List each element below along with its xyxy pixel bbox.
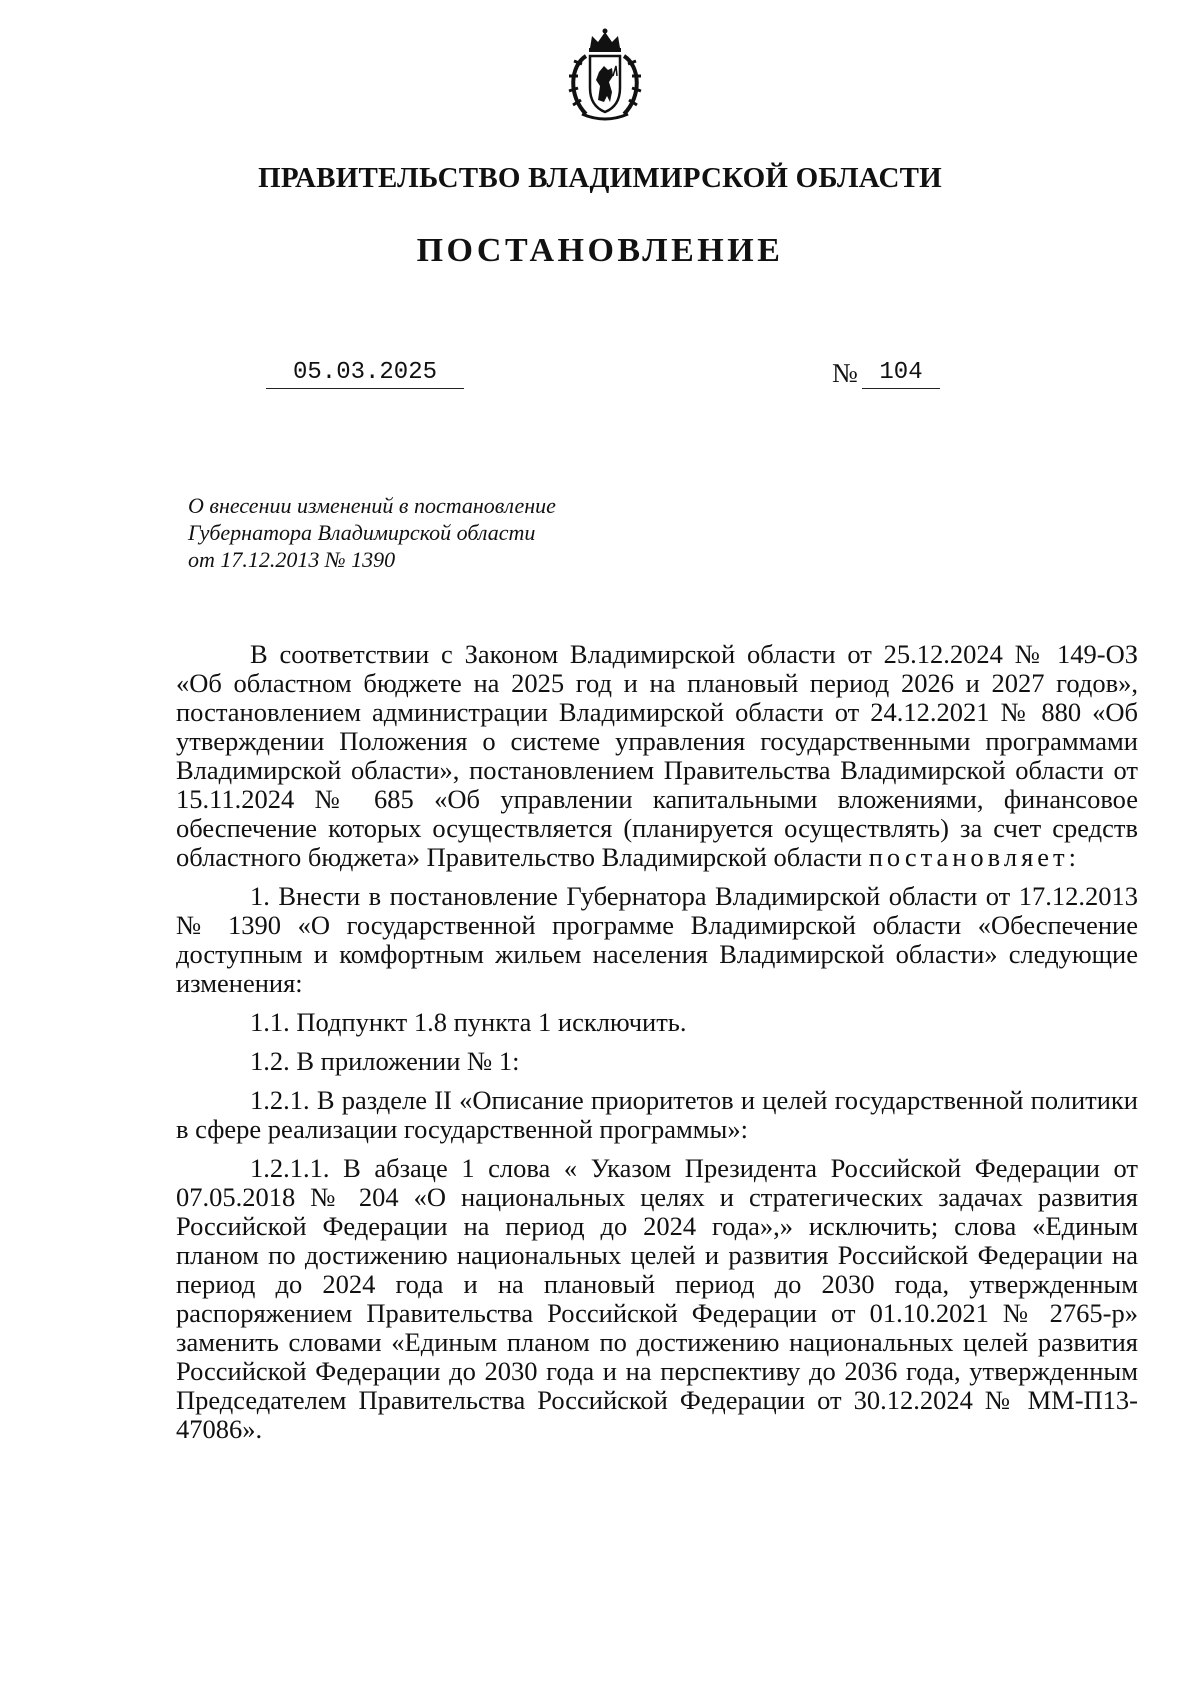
- paragraph-1-2: 1.2. В приложении № 1:: [250, 1046, 520, 1076]
- document-date: 05.03.2025: [266, 358, 464, 389]
- paragraph-1: 1. Внести в постановление Губернатора Владимирской области от 17.12.2013 № 1390 «О государственной программе Владимирской области «Обеспечение доступным и комфортным жильем населения Владимирской области» следующие изменения:: [176, 881, 1138, 998]
- document-type-title: ПОСТАНОВЛЕНИЕ: [416, 232, 784, 269]
- subject-line: О внесении изменений в постановление: [188, 493, 556, 518]
- resolves-word: постановляет:: [868, 842, 1080, 872]
- document-subject: [188, 492, 556, 573]
- coat-of-arms-icon: [556, 26, 654, 126]
- subject-line: от 17.12.2013 № 1390: [188, 547, 396, 572]
- preamble-paragraph: [176, 640, 1138, 872]
- government-title: ПРАВИТЕЛЬСТВО ВЛАДИМИРСКОЙ ОБЛАСТИ: [258, 162, 942, 194]
- paragraph-1-1: 1.1. Подпункт 1.8 пункта 1 исключить.: [250, 1007, 687, 1037]
- subject-line: Губернатора Владимирской области: [188, 520, 536, 545]
- document-number: 104: [862, 358, 940, 389]
- paragraph-1-2-1: 1.2.1. В разделе II «Описание приоритетов и целей государственной политики в сфере реализации государственной программы»:: [176, 1085, 1138, 1144]
- preamble-text: В соответствии с Законом Владимирской области от 25.12.2024 № 149-ОЗ «Об областном бюджете на 2025 год и на плановый период 2026 и 2027 годов», постановлением администрации Владимирской области от 24.12.2021 № 880 «Об утверждении Положения о системе управления государственными программами Владимирской области», постановлением Правительства Владимирской области от 15.11.2024 № 685 «Об управлении капитальными вложениями, финансовое обеспечение которых осуществляется (планируется осуществлять) за счет средств областного бюджета» Правительство Владимирской области: [176, 639, 1138, 872]
- paragraph-1-2-1-1: 1.2.1.1. В абзаце 1 слова « Указом Президента Российской Федерации от 07.05.2018 № 204 «О национальных целях и стратегических задачах развития Российской Федерации на период до 2024 года»,» исключить; слова «Единым планом по достижению национальных целей и развития Российской Федерации на период до 2024 года и на плановый период до 2030 года, утвержденным распоряжением Правительства Российской Федерации от 01.10.2021 № 2765-р» заменить словами «Единым планом по достижению национальных целей развития Российской Федерации до 2030 года и на перспективу до 2036 года, утвержденным Председателем Правительства Российской Федерации от 30.12.2024 № ММ-П13-47086».: [176, 1153, 1138, 1444]
- number-label: №: [832, 358, 858, 388]
- document-body: [176, 640, 1138, 1454]
